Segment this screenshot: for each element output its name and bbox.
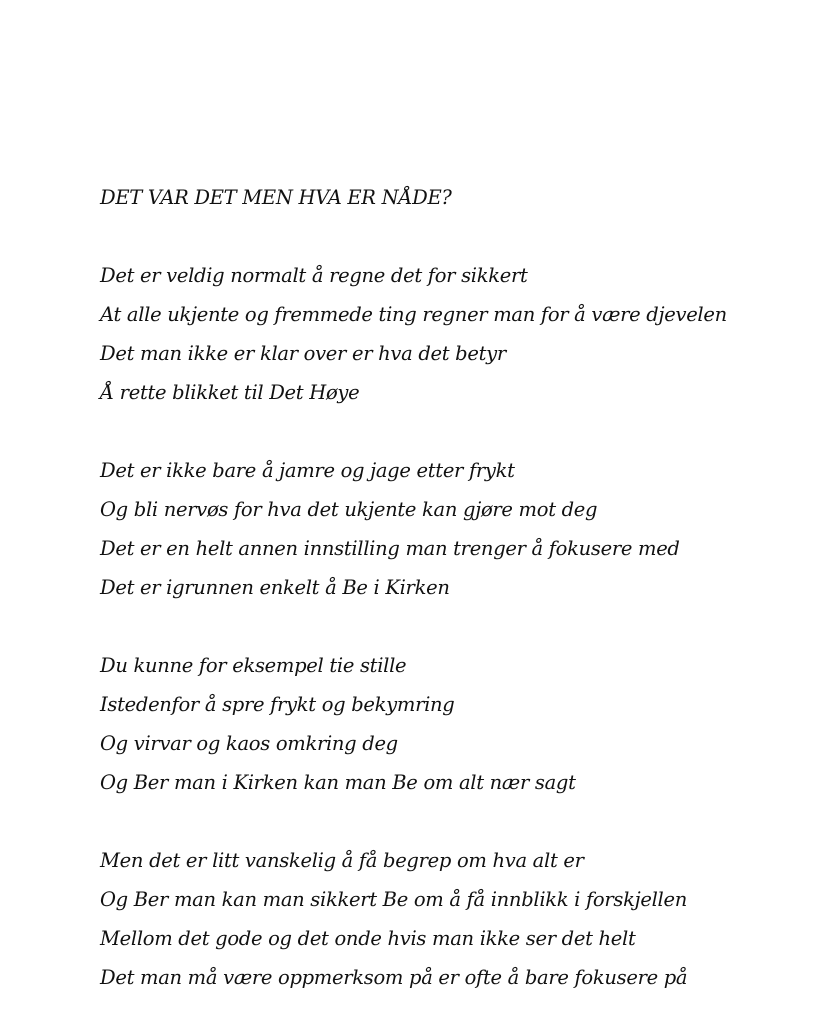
poem-line: Det er veldig normalt å regne det for sikkert: [100, 264, 528, 287]
poem-line: Mellom det gode og det onde hvis man ikke ser det helt: [100, 927, 636, 950]
poem-line: Og virvar og kaos omkring deg: [100, 732, 398, 755]
stanza-4: [100, 841, 800, 997]
poem-body: [100, 178, 800, 1036]
poem-line: Det er en helt annen innstilling man trenger å fokusere med: [100, 537, 680, 560]
poem-line: Og Ber man kan man sikkert Be om å få innblikk i forskjellen: [100, 888, 687, 911]
poem-line: Du kunne for eksempel tie stille: [100, 654, 407, 677]
poem-line: Å rette blikket til Det Høye: [100, 381, 360, 404]
poem-line: Det man ikke er klar over er hva det betyr: [100, 342, 506, 365]
poem-title: DET VAR DET MEN HVA ER NÅDE?: [100, 186, 452, 209]
poem-line: Det man må være oppmerksom på er ofte å bare fokusere på: [100, 966, 688, 989]
poem-line: Men det er litt vanskelig å få begrep om hva alt er: [100, 849, 584, 872]
poem-line: Det er ikke bare å jamre og jage etter frykt: [100, 459, 515, 482]
poem-line: Istedenfor å spre frykt og bekymring: [100, 693, 455, 716]
stanza-2: [100, 451, 800, 607]
poem-line: Og Ber man i Kirken kan man Be om alt nær sagt: [100, 771, 576, 794]
poem-line: Og bli nervøs for hva det ukjente kan gjøre mot deg: [100, 498, 598, 521]
stanza-1: [100, 256, 800, 412]
stanza-3: [100, 646, 800, 802]
poem-line: Det er igrunnen enkelt å Be i Kirken: [100, 576, 450, 599]
poem-line: At alle ukjente og fremmede ting regner man for å være djevelen: [100, 303, 727, 326]
